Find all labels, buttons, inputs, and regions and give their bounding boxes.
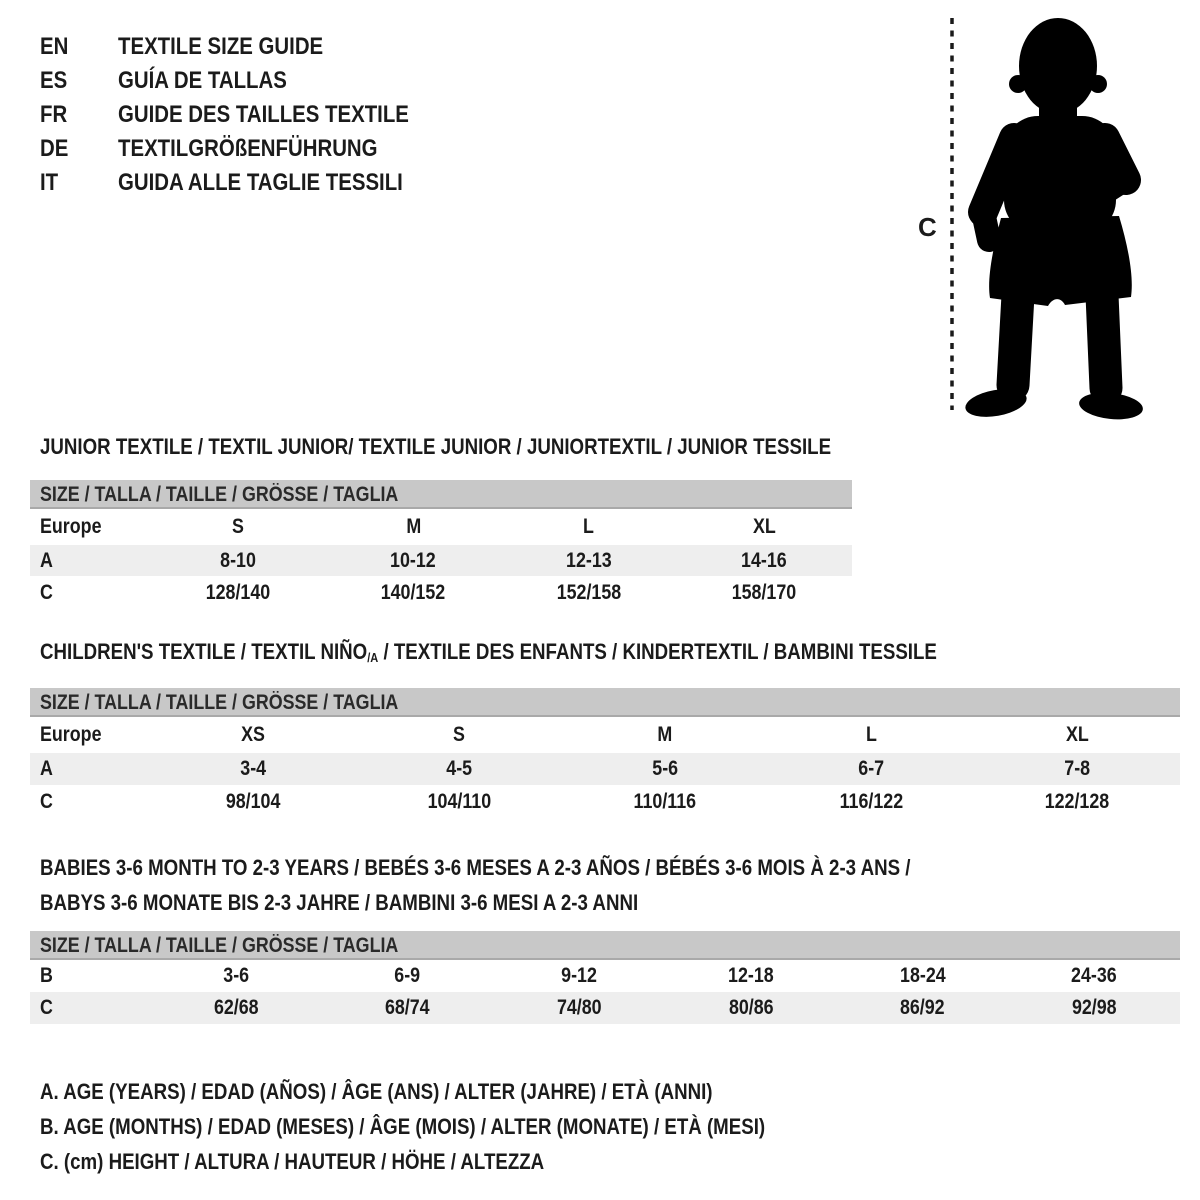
lang-title-it: GUIDA ALLE TAGLIE TESSILI xyxy=(118,169,403,196)
children-section-title: CHILDREN'S TEXTILE / TEXTIL NIÑO/A / TEXTILE DES ENFANTS / KINDERTEXTIL / BAMBINI TESSILE xyxy=(40,639,937,665)
lang-code-it: IT xyxy=(40,169,59,196)
children-col-s: S xyxy=(453,723,465,746)
junior-table xyxy=(30,509,852,609)
children-header-row xyxy=(30,717,1180,753)
lang-code-es: ES xyxy=(40,67,68,94)
measurement-legend xyxy=(40,1074,1180,1179)
junior-row-height: C 128/140 140/152 152/158 158/170 xyxy=(40,580,797,604)
lang-title-fr: GUIDE DES TAILLES TEXTILE xyxy=(118,101,409,128)
babies-row-months: B 3-6 6-9 9-12 12-18 18-24 24-36 xyxy=(40,964,1118,987)
legend-line-a: A. AGE (YEARS) / EDAD (AÑOS) / ÂGE (ANS) / ALTER (JAHRE) / ETÀ (ANNI) xyxy=(40,1079,713,1104)
row-label: A xyxy=(40,548,53,572)
lang-code-en: EN xyxy=(40,33,69,60)
junior-section-title: JUNIOR TEXTILE / TEXTIL JUNIOR/ TEXTILE JUNIOR / JUNIORTEXTIL / JUNIOR TESSILE xyxy=(40,434,832,459)
children-col-xl: XL xyxy=(1065,723,1089,746)
babies-size-header-bar: SIZE / TALLA / TAILLE / GRÖSSE / TAGLIA xyxy=(30,931,1180,960)
children-col-l: L xyxy=(865,723,877,746)
lang-title-de: TEXTILGRÖßENFÜHRUNG xyxy=(118,135,378,162)
row-label: B xyxy=(40,964,53,987)
babies-section-title: BABIES 3-6 MONTH TO 2-3 YEARS / BEBÉS 3-6 MESES A 2-3 AÑOS / BÉBÉS 3-6 MOIS À 2-3 ANS / BABYS 3-6 MONATE BIS 2-3 JAHRE / BAMBINI 3-6 MESI A 2-3 ANNI xyxy=(40,855,911,915)
row-label: C xyxy=(40,580,53,604)
height-label: C xyxy=(918,212,937,242)
junior-col-l: L xyxy=(583,515,595,538)
junior-col-xl: XL xyxy=(752,515,776,538)
lang-code-de: DE xyxy=(40,135,69,162)
junior-region-label: Europe xyxy=(40,515,102,538)
legend-line-c: C. (cm) HEIGHT / ALTURA / HAUTEUR / HÖHE / ALTEZZA xyxy=(40,1149,545,1174)
lang-title-en: TEXTILE SIZE GUIDE xyxy=(118,33,324,60)
children-row-age: A 3-4 4-5 5-6 6-7 7-8 xyxy=(30,753,1180,785)
legend-line-b: B. AGE (MONTHS) / EDAD (MESES) / ÂGE (MOIS) / ALTER (MONATE) / ETÀ (MESI) xyxy=(40,1114,766,1139)
row-label: A xyxy=(40,757,53,780)
children-table xyxy=(30,717,1180,819)
junior-col-s: S xyxy=(231,515,244,538)
junior-row-age: A 8-10 10-12 12-13 14-16 xyxy=(30,545,852,576)
junior-size-header-bar: SIZE / TALLA / TAILLE / GRÖSSE / TAGLIA xyxy=(30,480,852,509)
junior-header-row xyxy=(30,509,852,545)
row-label: C xyxy=(40,996,53,1019)
row-label: C xyxy=(40,790,53,813)
size-tables xyxy=(30,0,1180,1179)
children-row-height: C 98/104 104/110 110/116 116/122 122/128 xyxy=(40,790,1110,813)
nino-a-subscript: /A xyxy=(367,650,379,665)
babies-table xyxy=(30,960,1180,1024)
junior-col-m: M xyxy=(405,515,421,538)
children-col-m: M xyxy=(657,723,673,746)
lang-code-fr: FR xyxy=(40,101,68,128)
babies-row-height: C 62/68 68/74 74/80 80/86 86/92 92/98 xyxy=(30,992,1180,1024)
children-region-label: Europe xyxy=(40,723,102,746)
children-col-xs: XS xyxy=(241,723,265,746)
children-size-header-bar: SIZE / TALLA / TAILLE / GRÖSSE / TAGLIA xyxy=(30,688,1180,717)
lang-title-es: GUÍA DE TALLAS xyxy=(118,67,287,94)
